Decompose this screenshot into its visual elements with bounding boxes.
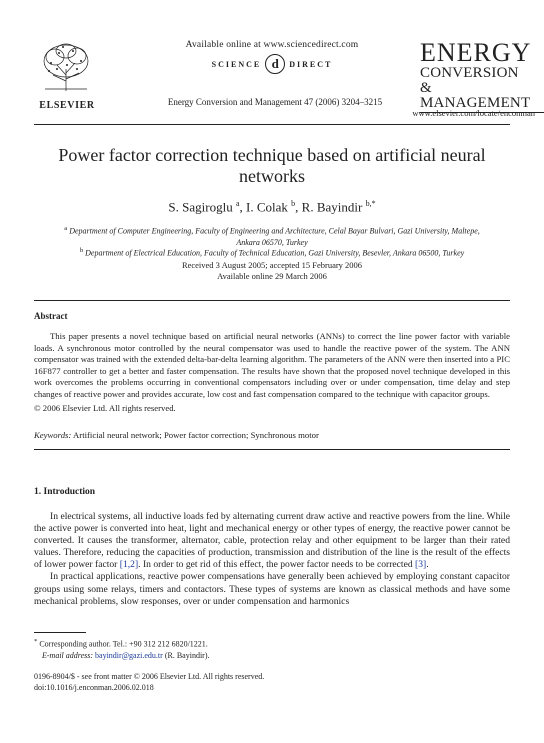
available-online-text: Available online at www.sciencedirect.com: [185, 40, 359, 50]
paragraph-text: .: [426, 559, 429, 571]
author-list: [40, 199, 504, 215]
abstract-text: This paper presents a novel technique based on artificial neural networks (ANNs) to correct the line power factor with variable loads. A synchronous motor controlled by the neural compensator was used to handle the reactive power of the system. The ANN compensator was trained with the extended delta-bar-delta learning algorithm. The parameters of the ANN were then inserted into a PIC 16F877 controller to get a better and faster compensation. The results have shown that the proposed novel technique developed in this work overcomes the problems occurring in conventional compensators including over or under compensation, time delay and step changes of reactive power and provides accurate, low cost and fast compensation compared to the technique with capacitor groups.: [34, 331, 510, 399]
paragraph-text: In electrical systems, all inductive loads fed by alternating current draw active and reactive powers from the line. While the active power is converted into heat, light and mechanical energy or other types of energy, the reactive power cannot be converted. It causes the transformer, alternator, cable, protection relay and other equipment to be larger than their rated values. Therefore, reducing the capacities of production, transmission and distribution of the line is the result of the effects of lower power factor: [34, 511, 510, 571]
author-separator: ,: [239, 199, 247, 215]
section-heading: 1. Introduction: [34, 487, 96, 497]
direct-word: DIRECT: [289, 59, 333, 69]
elsevier-logo: [36, 40, 98, 111]
author-affiliation-mark: b: [291, 199, 296, 208]
sciencedirect-at-icon: d: [265, 54, 285, 74]
abstract-bottom-rule: [34, 449, 510, 450]
affiliation-mark: b: [79, 247, 84, 254]
keywords: [34, 430, 319, 440]
affiliation-text: Department of Electrical Education, Faculty of Technical Education, Gazi University, Besevler, Ankara 06500, Turkey: [85, 248, 465, 258]
issn-line: 0196-8904/$ - see front matter © 2006 Elsevier Ltd. All rights reserved.: [34, 672, 265, 681]
author-separator: ,: [295, 199, 302, 215]
introduction-body: [34, 511, 510, 608]
sciencedirect-header: [110, 40, 434, 74]
abstract-top-rule: [34, 300, 510, 301]
author-name: R. Bayindir: [301, 199, 363, 215]
journal-logo-line-3: MANAGEMENT: [420, 95, 531, 111]
abstract-heading: Abstract: [34, 311, 68, 321]
footnote-email: [34, 650, 210, 661]
corresponding-author-text: Corresponding author. Tel.: +90 312 212 6820/1221.: [39, 639, 208, 649]
journal-logo: [420, 40, 530, 113]
citation-link[interactable]: [3]: [415, 559, 427, 571]
copyright-notice: © 2006 Elsevier Ltd. All rights reserved.: [34, 403, 176, 413]
footnote-corresponding: [34, 636, 210, 650]
journal-url: www.elsevier.com/locate/enconman: [412, 108, 535, 118]
footnote-mark: *: [34, 638, 38, 645]
email-link[interactable]: bayindir@gazi.edu.tr: [95, 650, 163, 660]
author-name: S. Sagiroglu: [168, 199, 233, 215]
journal-reference: Energy Conversion and Management 47 (2006) 3204–3215: [167, 97, 383, 107]
abstract-body: [34, 331, 510, 401]
publisher-name: ELSEVIER: [39, 100, 95, 111]
footnote-rule: [34, 632, 86, 633]
paragraph: [34, 511, 510, 571]
email-suffix: (R. Bayindir).: [164, 650, 210, 660]
sciencedirect-logo: [110, 54, 434, 74]
received-dates: Received 3 August 2005; accepted 15 February 2006: [181, 260, 363, 270]
email-label: E-mail address:: [42, 650, 94, 660]
author-name: I. Colak: [246, 199, 288, 215]
citation-link[interactable]: [1,2]: [119, 559, 139, 571]
author-affiliation-mark: a: [235, 199, 240, 208]
affiliation-mark: a: [64, 225, 68, 232]
doi-line: doi:10.1016/j.enconman.2006.02.018: [34, 683, 154, 692]
article-title: Power factor correction technique based on artificial neural networks: [58, 145, 486, 186]
keywords-label: Keywords:: [34, 430, 72, 440]
affiliation: [60, 223, 484, 248]
elsevier-tree-icon: [36, 40, 96, 94]
science-word: SCIENCE: [211, 59, 262, 69]
author-affiliation-mark: b,*: [365, 199, 376, 208]
header-divider: [34, 124, 510, 125]
affiliation: [60, 245, 484, 259]
page-footer: [34, 671, 264, 693]
paragraph-text: . In order to get rid of this effect, the power factor needs to be corrected: [138, 559, 416, 571]
keywords-text: Artificial neural network; Power factor correction; Synchronous motor: [73, 430, 319, 440]
journal-logo-line-2: CONVERSION &: [420, 65, 519, 96]
available-date: Available online 29 March 2006: [217, 271, 327, 281]
paragraph: In practical applications, reactive power compensations have generally been achieved by employing constant capacitor groups using some relays, timers and contactors. These types of systems are known as classical methods and have some mechanical problems, slow responses, over or under compensation and harmonics: [34, 571, 510, 607]
affiliation-text: Department of Computer Engineering, Faculty of Engineering and Architecture, Celal Bayar Bulvari, Gazi University, Maltepe, Ankara 06570, Turkey: [69, 226, 480, 247]
footnote: [34, 636, 210, 661]
journal-logo-line-1: ENERGY: [420, 38, 532, 67]
